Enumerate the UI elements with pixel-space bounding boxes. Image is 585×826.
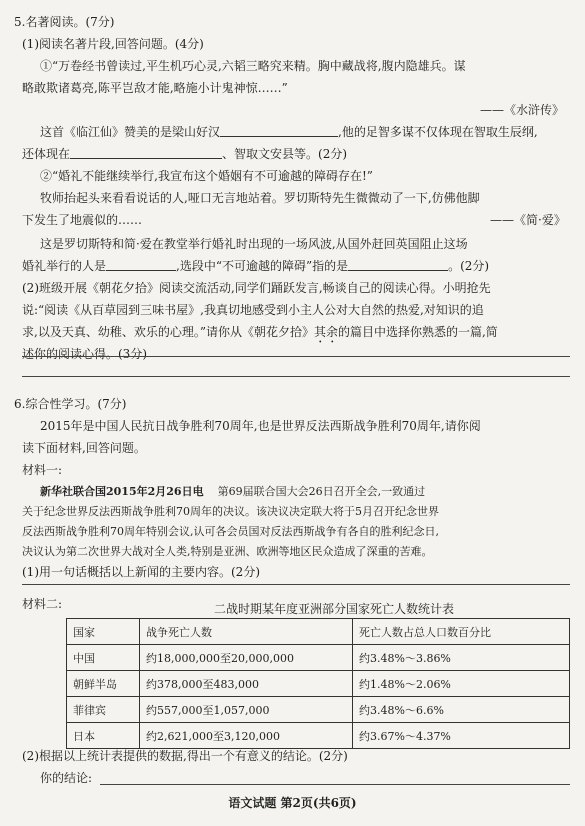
- q6-2-prompt: (2)根据以上统计表提供的数据,得出一个有意义的结论。(2分): [22, 749, 348, 763]
- answer-line[interactable]: [22, 356, 570, 357]
- answer-blank[interactable]: [106, 259, 176, 271]
- q5-part1-heading: (1)阅读名著片段,回答问题。(4分): [22, 37, 204, 51]
- answer-line[interactable]: [22, 584, 570, 585]
- news-line4: 决议认为第二次世界大战对全人类,特别是亚洲、欧洲等地区民众造成了深重的苦难。: [22, 545, 433, 558]
- passage2-line2: 牧师抬起头来看看说话的人,哑口无言地站着。罗切斯特先生微微动了一下,仿佛他脚: [40, 191, 480, 205]
- table-cell: 中国: [67, 645, 140, 671]
- q5-1a-prompt: 这首《临江仙》赞美的是梁山好汉: [40, 125, 221, 139]
- news-dateline: 新华社联合国2015年2月26日电: [40, 485, 204, 498]
- q5-1b-prompt: 婚礼举行的人是: [22, 259, 107, 273]
- material1-label: 材料一:: [22, 463, 63, 477]
- q5-2-line4: 述你的阅读心得。(3分): [22, 347, 147, 361]
- passage1-source: ——《水浒传》: [480, 103, 565, 117]
- table-cell: 日本: [67, 723, 140, 749]
- table-header-row: [67, 619, 570, 645]
- passage2-line1: ②“婚礼不能继续举行,我宣布这个婚姻有不可逾越的障碍存在!”: [40, 169, 373, 183]
- table-row: [67, 645, 570, 671]
- table-cell: 约2,621,000至3,120,000: [140, 723, 353, 749]
- q5-2-line3: [22, 324, 498, 346]
- table-header: 死亡人数占总人口数百分比: [353, 619, 570, 645]
- q5-1a-line1: [40, 124, 538, 140]
- table-row: [67, 697, 570, 723]
- page-footer: 语文试题 第2页(共6页): [228, 796, 357, 810]
- table-title: 二战时期某年度亚洲部分国家死亡人数统计表: [213, 602, 454, 616]
- conclusion-answer-line[interactable]: [100, 784, 570, 785]
- table-cell: 约378,000至483,000: [140, 671, 353, 697]
- table-cell: 约3.48%～3.86%: [353, 645, 570, 671]
- answer-blank[interactable]: [220, 125, 338, 137]
- news-line2: 关于纪念世界反法西斯战争胜利70周年的决议。该决议决定联大将于5月召开纪念世界: [22, 505, 439, 518]
- passage1-line1: ①“万卷经书曾读过,平生机巧心灵,六韬三略究来精。胸中藏战将,腹内隐雄兵。谋: [40, 59, 466, 73]
- q6-1-prompt: (1)用一句话概括以上新闻的主要内容。(2分): [22, 565, 260, 579]
- q6-title: 6.综合性学习。(7分): [14, 397, 127, 411]
- table-row: [67, 671, 570, 697]
- answer-blank[interactable]: [348, 259, 448, 271]
- table-cell: 约3.48%～6.6%: [353, 697, 570, 723]
- news-text: 第69届联合国大会26日召开全会,一致通过: [217, 485, 426, 498]
- stats-table: [66, 618, 570, 749]
- passage1-line2: 略敢欺诸葛亮,陈平岂敌才能,略施小计鬼神惊……”: [22, 81, 288, 95]
- q5-2-text-cont: 的篇目中选择你熟悉的一篇,简: [337, 325, 498, 339]
- table-cell: 约557,000至1,057,000: [140, 697, 353, 723]
- table-header: 国家: [67, 619, 140, 645]
- table-cell: 约3.67%～4.37%: [353, 723, 570, 749]
- answer-blank[interactable]: [70, 147, 222, 159]
- q5-1b-line2: [22, 258, 489, 274]
- q5-2-text: 求,以及天真、幼稚、欢乐的心理。”请你从《朝花夕拾》: [22, 325, 314, 339]
- table-row: [67, 723, 570, 749]
- table-cell: 菲律宾: [67, 697, 140, 723]
- q6-intro-line1: 2015年是中国人民抗日战争胜利70周年,也是世界反法西斯战争胜利70周年,请你阅: [40, 419, 481, 433]
- news-line3: 反法西斯战争胜利70周年特别会议,认可各会员国对反法西斯战争有各自的胜利纪念日,: [22, 525, 439, 538]
- table-cell: 朝鲜半岛: [67, 671, 140, 697]
- q5-1a-prompt-2: 还体现在: [22, 147, 71, 161]
- q6-intro-line2: 读下面材料,回答问题。: [22, 441, 146, 455]
- q5-2-line2: 说:“阅读《从百草园到三味书屋》,我真切地感受到小主人公对大自然的热爱,对知识的追: [22, 303, 484, 317]
- q5-title: 5.名著阅读。(7分): [14, 15, 115, 29]
- q5-1b-prompt-cont: ,选段中“不可逾越的障碍”指的是: [176, 259, 349, 273]
- answer-line[interactable]: [22, 376, 570, 377]
- q5-1a-prompt-cont: ,他的足智多谋不仅体现在智取生辰纲,: [338, 125, 538, 139]
- q5-1b-line1: 这是罗切斯特和简·爱在教堂举行婚礼时出现的一场风波,从国外赶回英国阻止这场: [40, 237, 468, 251]
- table-cell: 约1.48%～2.06%: [353, 671, 570, 697]
- material2-label: 材料二:: [22, 597, 63, 611]
- q5-1a-points: 、智取文安县等。(2分): [222, 147, 348, 161]
- q5-1a-line2: [22, 146, 347, 162]
- q5-2-line1: (2)班级开展《朝花夕拾》阅读交流活动,同学们踊跃发言,畅谈自己的阅读心得。小明抢先: [22, 281, 491, 295]
- news-line1: [40, 484, 425, 500]
- emphasis-text: 其余: [313, 325, 338, 339]
- q5-1b-points: 。(2分): [448, 259, 490, 273]
- conclusion-label: 你的结论:: [40, 771, 93, 785]
- passage2-source: ——《简·爱》: [490, 213, 566, 227]
- table-header: 战争死亡人数: [140, 619, 353, 645]
- table-cell: 约18,000,000至20,000,000: [140, 645, 353, 671]
- passage2-line3: 下发生了地震似的……: [22, 213, 143, 227]
